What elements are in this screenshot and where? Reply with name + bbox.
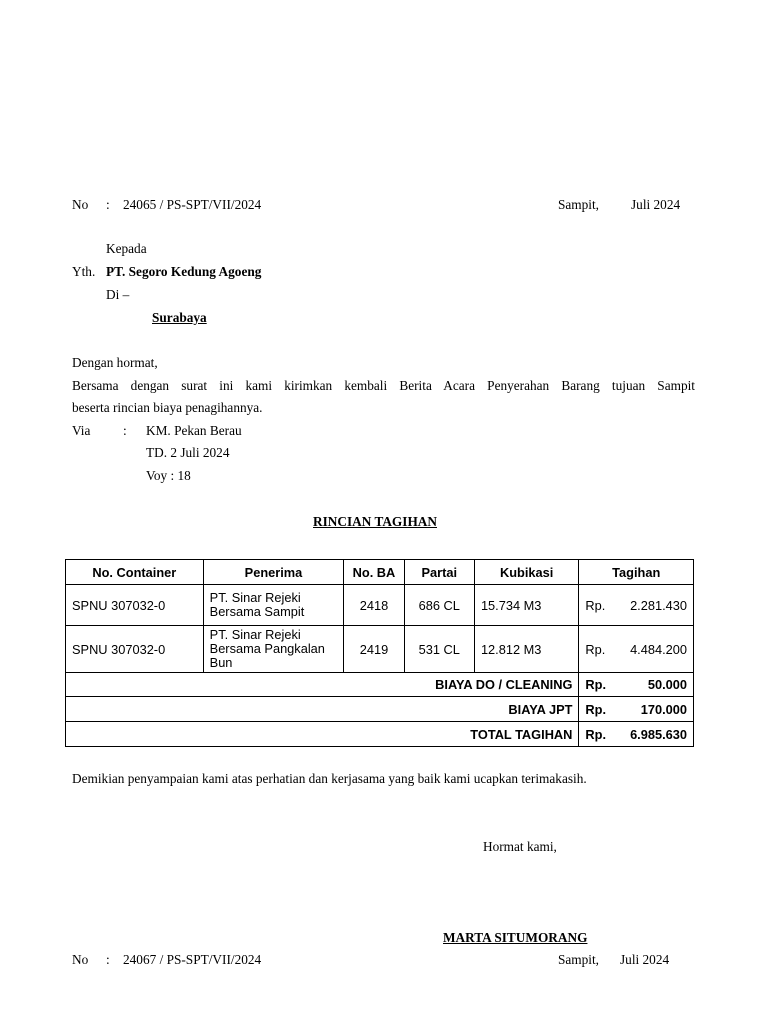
via-colon: : [123, 423, 127, 438]
currency-label: Rp. [585, 597, 606, 613]
letter-place: Sampit, [558, 952, 600, 967]
amount-value: 50.000 [647, 677, 687, 692]
summary-label: BIAYA JPT [66, 697, 579, 722]
table-row [66, 585, 694, 626]
via-voyage: Voy : 18 [146, 468, 191, 483]
letter-place: Sampit, [558, 197, 600, 212]
cell-penerima [203, 626, 344, 673]
letter-no-label: No [72, 197, 89, 212]
summary-row-total [66, 722, 694, 747]
table-header-row [66, 560, 694, 585]
cell-penerima [203, 585, 344, 626]
summary-row-jpt [66, 697, 694, 722]
header-penerima: Penerima [203, 560, 344, 585]
amount-value: 4.484.200 [630, 641, 687, 657]
header-partai: Partai [404, 560, 474, 585]
letter-no-colon: : [106, 952, 110, 967]
summary-row-do-cleaning [66, 673, 694, 697]
currency-label: Rp. [585, 726, 607, 742]
address-di: Di – [106, 287, 130, 302]
table-row [66, 626, 694, 673]
section-title: RINCIAN TAGIHAN [313, 514, 437, 529]
cell-kubikasi: 15.734 M3 [474, 585, 578, 626]
cell-tagihan [579, 626, 694, 673]
penerima-line: PT. Sinar Rejeki [209, 590, 301, 605]
penerima-line: Bun [209, 655, 233, 670]
cell-no-ba: 2418 [344, 585, 404, 626]
cell-container: SPNU 307032-0 [66, 626, 204, 673]
via-label: Via [72, 423, 91, 438]
currency-label: Rp. [585, 677, 607, 692]
cell-container: SPNU 307032-0 [66, 585, 204, 626]
amount-value: 6.985.630 [630, 726, 687, 742]
regards: Hormat kami, [483, 839, 557, 854]
summary-amount [579, 697, 694, 722]
address-city: Surabaya [152, 310, 207, 325]
summary-amount [579, 673, 694, 697]
body-line-2: beserta rincian biaya penagihannya. [72, 400, 263, 415]
via-ship: KM. Pekan Berau [146, 423, 242, 438]
header-tagihan: Tagihan [579, 560, 694, 585]
closing-text: Demikian penyampaian kami atas perhatian dan kerjasama yang baik kami ucapkan terimakasih. [72, 771, 587, 786]
address-company: PT. Segoro Kedung Agoeng [106, 264, 262, 279]
header-container: No. Container [66, 560, 204, 585]
penerima-line: Bersama Sampit [209, 604, 305, 619]
cell-kubikasi: 12.812 M3 [474, 626, 578, 673]
summary-label: BIAYA DO / CLEANING [66, 673, 579, 697]
cell-partai: 686 CL [404, 585, 474, 626]
summary-label: TOTAL TAGIHAN [66, 722, 579, 747]
cell-no-ba: 2419 [344, 626, 404, 673]
amount-value: 2.281.430 [630, 597, 687, 613]
letter-no-colon: : [106, 197, 110, 212]
cell-partai: 531 CL [404, 626, 474, 673]
letter-date: Juli 2024 [620, 952, 670, 967]
billing-table [65, 559, 694, 747]
greeting: Dengan hormat, [72, 355, 158, 370]
currency-label: Rp. [585, 641, 606, 657]
signer-name: MARTA SITUMORANG [443, 930, 588, 945]
penerima-line: Bersama Pangkalan [209, 641, 325, 656]
currency-label: Rp. [585, 701, 607, 717]
cell-tagihan [579, 585, 694, 626]
summary-amount [579, 722, 694, 747]
address-yth: Yth. [72, 264, 96, 279]
amount-value: 170.000 [640, 701, 687, 717]
penerima-line: PT. Sinar Rejeki [209, 627, 301, 642]
header-no-ba: No. BA [344, 560, 404, 585]
letter-date: Juli 2024 [631, 197, 681, 212]
letter-no-label: No [72, 952, 89, 967]
header-kubikasi: Kubikasi [474, 560, 578, 585]
letter-number: 24067 / PS-SPT/VII/2024 [123, 952, 262, 967]
body-line-1: Bersama dengan surat ini kami kirimkan kembali Berita Acara Penyerahan Barang tujuan Sampit [72, 378, 695, 393]
letter-number: 24065 / PS-SPT/VII/2024 [123, 197, 262, 212]
address-kepada: Kepada [106, 241, 147, 256]
via-departure: TD. 2 Juli 2024 [146, 445, 230, 460]
